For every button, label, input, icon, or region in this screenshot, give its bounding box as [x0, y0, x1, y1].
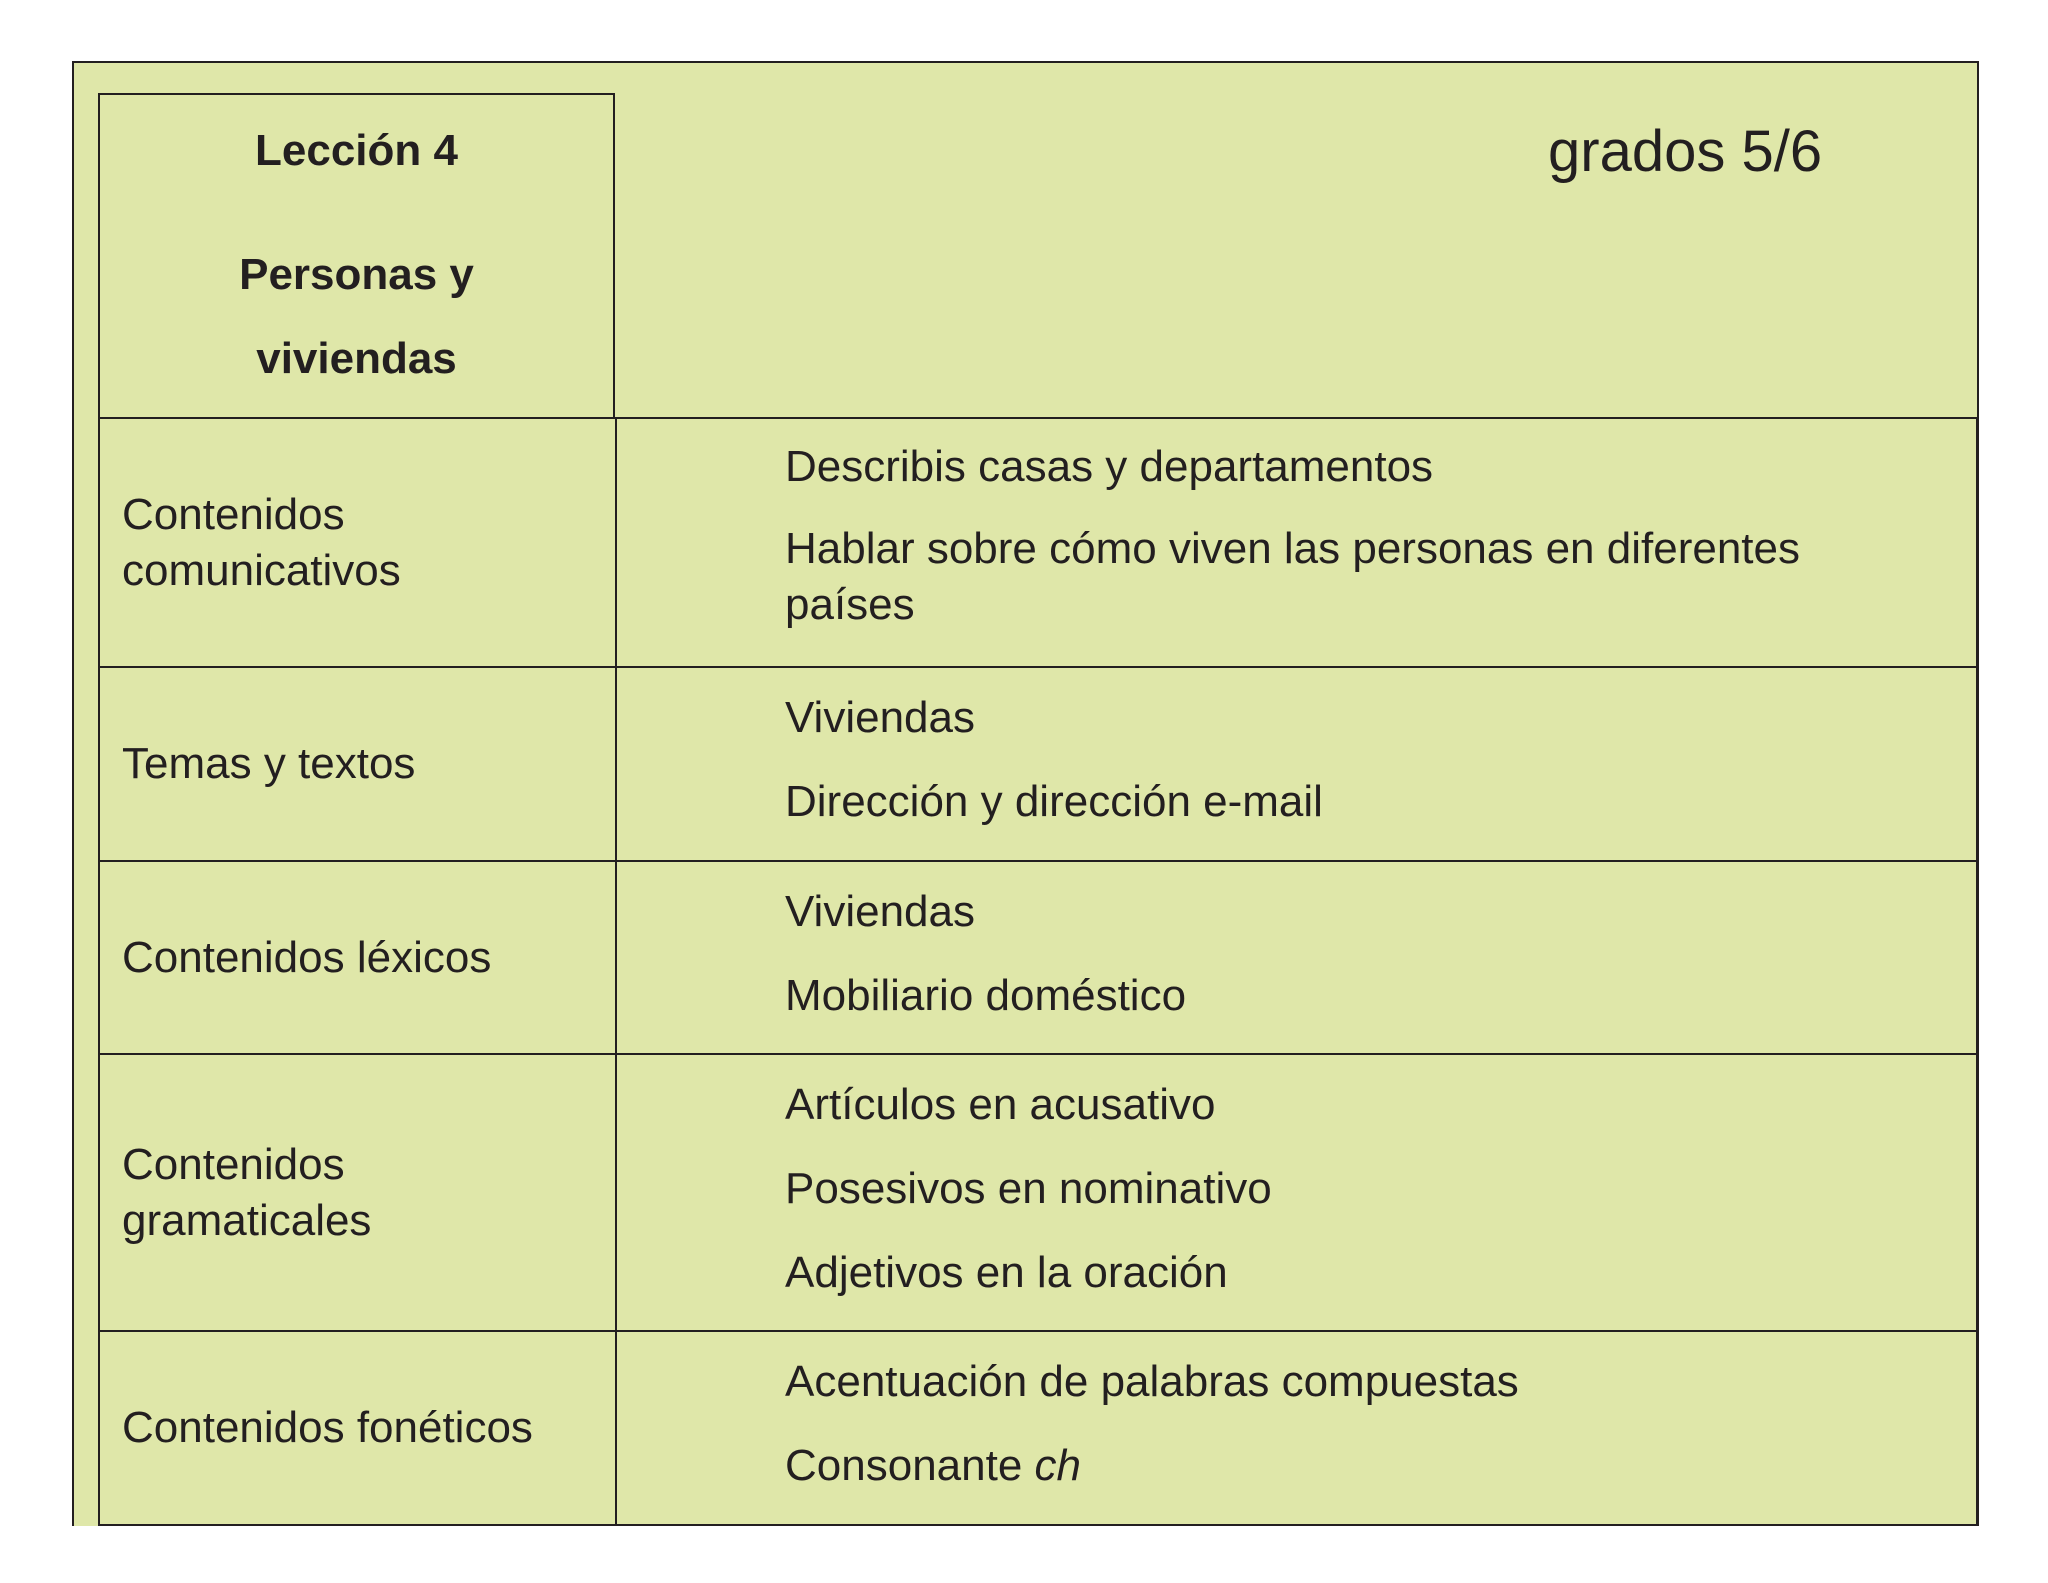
content-item: Acentuación de palabras compuestas — [785, 1357, 1519, 1406]
content-item: Viviendas — [785, 886, 975, 936]
lesson-number: Lección 4 — [255, 126, 458, 175]
table-row — [99, 861, 1977, 1054]
lesson-title — [100, 233, 613, 401]
row-label-cell — [99, 861, 616, 1054]
row-label: Contenidos comunicativos — [122, 489, 401, 595]
content-list — [617, 439, 1976, 647]
table-row — [99, 667, 1977, 861]
header-row — [98, 93, 1978, 419]
row-label-cell — [99, 667, 616, 861]
row-label: Contenidos léxicos — [122, 932, 492, 982]
lesson-table — [98, 93, 1978, 1526]
row-content-cell — [616, 861, 1977, 1054]
content-list — [617, 1077, 1976, 1309]
row-content-cell — [616, 1331, 1977, 1525]
table-row — [99, 1331, 1977, 1525]
content-item: Posesivos en nominativo — [785, 1163, 1272, 1213]
content-item: Adjetivos en la oración — [785, 1247, 1228, 1297]
content-item: Artículos en acusativo — [785, 1079, 1216, 1129]
lesson-title-box — [98, 93, 615, 419]
content-table — [98, 417, 1978, 1526]
content-item: Describis casas y departamentos — [785, 441, 1434, 491]
content-item: Dirección y dirección e-mail — [785, 777, 1323, 826]
row-label: Contenidos fonéticos — [122, 1403, 533, 1452]
row-content-cell — [616, 1054, 1977, 1331]
table-row — [99, 1054, 1977, 1331]
content-item — [785, 1438, 1936, 1494]
row-content-cell — [616, 667, 1977, 861]
content-item: Mobiliario doméstico — [785, 970, 1187, 1020]
row-label: Contenidos gramaticales — [122, 1139, 372, 1245]
row-content-cell — [616, 418, 1977, 667]
content-item: Hablar sobre cómo viven las personas en diferentes países — [785, 523, 1800, 629]
grade-label: grados 5/6 — [1548, 119, 1823, 184]
table-row — [99, 418, 1977, 667]
row-label-cell — [99, 1331, 616, 1525]
content-list — [617, 690, 1976, 838]
row-label: Temas y textos — [122, 739, 416, 788]
content-list — [617, 884, 1976, 1032]
row-label-cell — [99, 418, 616, 667]
lesson-title-line-1: Personas y — [239, 250, 474, 299]
lesson-title-line-2: viviendas — [256, 334, 457, 383]
row-label-cell — [99, 1054, 616, 1331]
consonant-label: Consonante — [785, 1441, 1023, 1490]
consonant-ch: ch — [1034, 1441, 1082, 1490]
content-list — [617, 1354, 1976, 1502]
content-item: Viviendas — [785, 693, 975, 742]
